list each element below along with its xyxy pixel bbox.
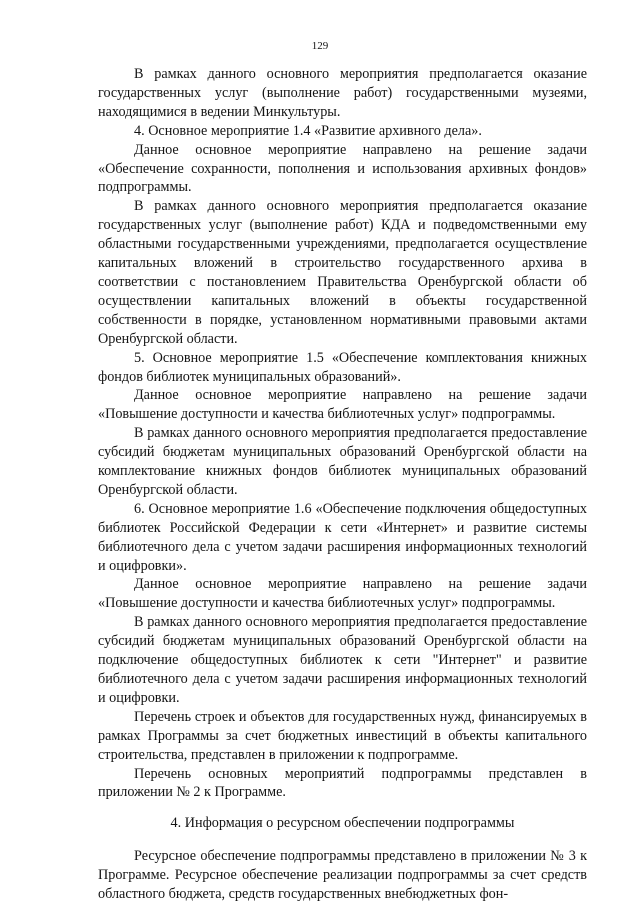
paragraph: Перечень основных мероприятий подпрограммы представлен в приложении № 2 к Программе. <box>98 765 587 801</box>
section-heading: 4. Информация о ресурсном обеспечении подпрограммы <box>170 815 515 832</box>
paragraph: В рамках данного основного мероприятия предполагается предоставление субсидий бюджетам муниципальных образований Оренбургской области на подключение общедоступных библиотек к сети "Интернет" и развитие библиотечного дела с учетом задачи расширения информационных технологий и оцифровки. <box>98 614 587 706</box>
page-number: 129 <box>311 40 329 52</box>
paragraph: В рамках данного основного мероприятия предполагается оказание государственных услуг (выполнение работ) КДА и подведомственными ему областными государственными учреждениями, предполагается осуществление капитальных вложений в строительство государственного архива в соответствии с постановлением Правительства Оренбургской области об осуществлении капитальных вложений в объекты государственной собственности в порядке, установленном нормативными правовыми актами Оренбургской области. <box>98 198 587 347</box>
paragraph: Перечень строек и объектов для государственных нужд, финансируемых в рамках Программы за счет бюджетных инвестиций в объекты капитального строительства, представлен в приложении к подпрограмме. <box>98 708 587 763</box>
paragraph: 4. Основное мероприятие 1.4 «Развитие архивного дела». <box>134 122 482 139</box>
paragraph: В рамках данного основного мероприятия предполагается предоставление субсидий бюджетам муниципальных образований Оренбургской области на комплектование книжных фондов библиотек муниципальных образований Оренбургской области. <box>98 425 587 498</box>
paragraph: Данное основное мероприятие направлено на решение задачи «Повышение доступности и качества библиотечных услуг» подпрограммы. <box>98 576 587 612</box>
paragraph: Данное основное мероприятие направлено на решение задачи «Обеспечение сохранности, пополнения и использования архивных фондов» подпрограммы. <box>98 141 587 196</box>
paragraph: В рамках данного основного мероприятия предполагается оказание государственных услуг (выполнение работ) государственными музеями, находящимися в ведении Минкультуры. <box>98 66 587 120</box>
document-body <box>98 65 587 904</box>
paragraph: 5. Основное мероприятие 1.5 «Обеспечение комплектования книжных фондов библиотек муниципальных образований». <box>98 349 587 385</box>
paragraph: 6. Основное мероприятие 1.6 «Обеспечение подключения общедоступных библиотек Российской Федерации к сети «Интернет» и развитие системы библиотечного дела с учетом задачи расширения информационных технологий и оцифровки». <box>98 500 587 574</box>
paragraph: Ресурсное обеспечение подпрограммы представлено в приложении № 3 к Программе. Ресурсное обеспечение реализации подпрограммы за счет средств областного бюджета, средств государственных внебюджетных фон- <box>98 848 587 903</box>
paragraph: Данное основное мероприятие направлено на решение задачи «Повышение доступности и качества библиотечных услуг» подпрограммы. <box>98 387 587 423</box>
